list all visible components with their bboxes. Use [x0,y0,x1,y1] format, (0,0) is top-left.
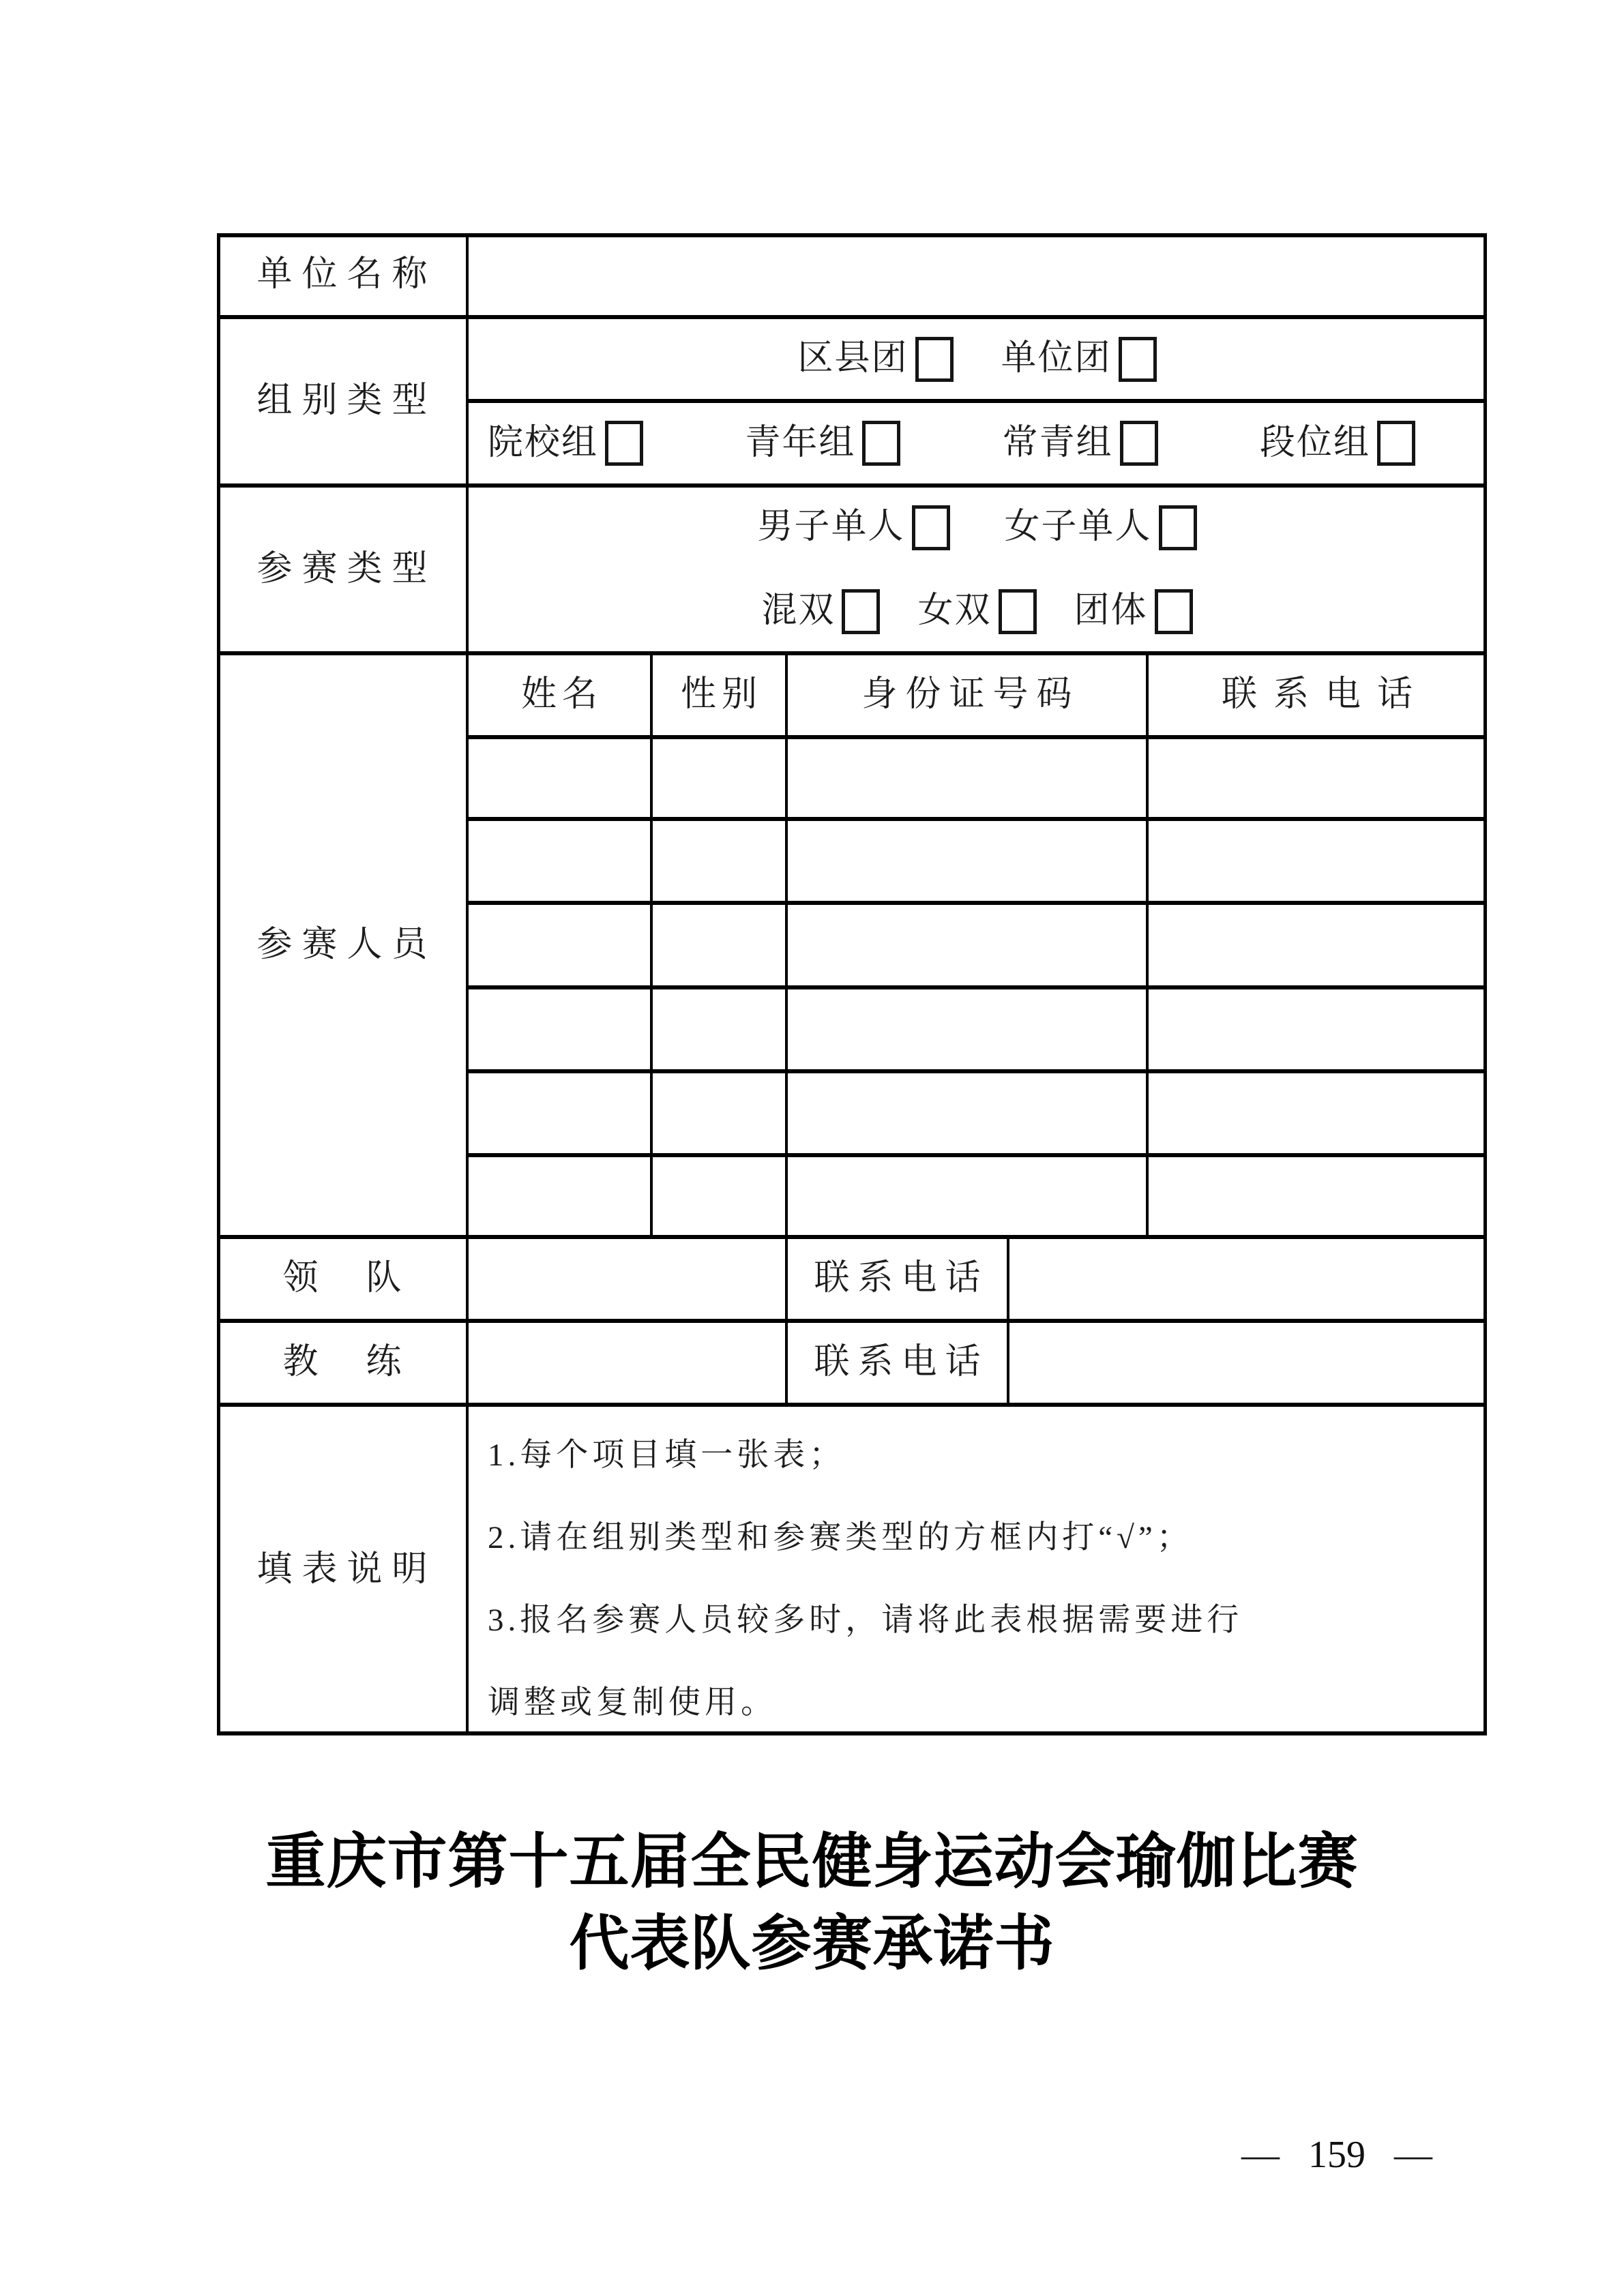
checkbox[interactable] [1155,589,1193,634]
participant-gender-input-cell[interactable] [651,905,786,985]
option-label: 院校组 [488,423,599,462]
leader-label: 领队 [282,1259,449,1298]
participant-id-number-input-cell[interactable] [786,821,1147,901]
participant-id-number-input-cell[interactable] [786,1157,1147,1237]
participant-row-1 [467,737,1487,817]
option-label: 混双 [761,591,836,631]
participant-name-input-cell[interactable] [467,737,651,817]
participant-row-4 [467,985,1487,1069]
entry-type-label: 参赛类型 [256,549,437,588]
option-label: 区县团 [797,339,909,378]
option-label: 单位团 [1001,339,1112,378]
participant-id-number-input-cell[interactable] [786,737,1147,817]
document-heading [0,1822,1624,1986]
participant-name-input-cell[interactable] [467,905,651,985]
coach-phone-label: 联系电话 [814,1343,989,1382]
participant-gender-input-cell[interactable] [651,821,786,901]
participant-id-number-input-cell[interactable] [786,905,1147,985]
coach-phone-input-cell[interactable] [1008,1321,1487,1405]
participant-gender-input-cell[interactable] [651,1157,786,1237]
notes-line-4: 调整或复制使用。 [488,1685,777,1720]
participant-name-input-cell[interactable] [467,989,651,1069]
participant-phone-input-cell[interactable] [1147,1073,1487,1153]
participant-row-6 [467,1153,1487,1237]
group-type-options-line1 [467,317,1487,401]
heading-line-1: 重庆市第十五届全民健身运动会瑜伽比赛 [265,1830,1359,1896]
checkbox[interactable] [999,589,1037,634]
notes-line-1: 1.每个项目填一张表； [488,1437,846,1473]
checkbox[interactable] [1119,337,1157,382]
participant-row-5 [467,1069,1487,1153]
participant-phone-input-cell[interactable] [1147,821,1487,901]
checkbox[interactable] [912,505,950,550]
option-女双 [917,589,1036,634]
notes-line-2: 2.请在组别类型和参赛类型的方框内打“√”； [488,1520,1193,1555]
participant-id-number-input-cell[interactable] [786,1073,1147,1153]
notes-line-3: 3.报名参赛人员较多时，请将此表根据需要进行 [488,1602,1243,1638]
participant-phone-input-cell[interactable] [1147,1157,1487,1237]
option-label: 青年组 [745,423,856,462]
notes-label: 填表说明 [256,1550,437,1590]
participant-name-input-cell[interactable] [467,1157,651,1237]
participant-row-3 [467,901,1487,985]
page-number: — 159 — [1241,2134,1432,2176]
option-label: 女子单人 [1004,507,1152,547]
option-团体 [1074,589,1193,634]
option-段位组 [1260,421,1415,466]
unit-name-label: 单位名称 [256,255,437,295]
option-label: 团体 [1074,591,1148,631]
entry-type-options-line2 [467,569,1487,653]
leader-name-input-cell[interactable] [467,1237,786,1321]
coach-name-input-cell[interactable] [467,1321,786,1405]
checkbox[interactable] [1377,421,1415,466]
checkbox[interactable] [862,421,900,466]
participant-id-number-input-cell[interactable] [786,989,1147,1069]
option-院校组 [488,421,643,466]
participant-gender-input-cell[interactable] [651,989,786,1069]
column-header-name: 姓名 [520,675,603,715]
participant-name-input-cell[interactable] [467,821,651,901]
column-header-phone: 联系电话 [1221,675,1429,715]
registration-form-table [217,233,1487,1735]
group-type-options-line2 [467,401,1487,486]
option-label: 段位组 [1259,423,1370,462]
option-单位团 [1001,337,1157,382]
participants-empty-rows [467,737,1487,1237]
participant-gender-input-cell[interactable] [651,737,786,817]
column-header-id-number: 身份证号码 [861,675,1080,715]
option-label: 男子单人 [757,507,905,547]
checkbox[interactable] [915,337,954,382]
option-label: 女双 [917,591,992,631]
option-区县团 [797,337,953,382]
unit-name-input-cell[interactable] [467,233,1487,317]
option-青年组 [745,421,900,466]
option-女子单人 [1005,505,1197,550]
option-label: 常青组 [1002,423,1113,462]
checkbox[interactable] [1120,421,1158,466]
notes-content [467,1405,1487,1735]
checkbox[interactable] [842,589,880,634]
group-type-label: 组别类型 [256,381,437,421]
option-混双 [761,589,880,634]
entry-type-options-line1 [467,486,1487,569]
participant-gender-input-cell[interactable] [651,1073,786,1153]
coach-label: 教练 [282,1343,449,1382]
leader-phone-label: 联系电话 [814,1259,989,1298]
option-男子单人 [757,505,949,550]
participants-label: 参赛人员 [256,925,437,964]
participant-name-input-cell[interactable] [467,1073,651,1153]
participant-phone-input-cell[interactable] [1147,989,1487,1069]
heading-line-2: 代表队参赛承诺书 [569,1911,1055,1978]
leader-phone-input-cell[interactable] [1008,1237,1487,1321]
option-常青组 [1003,421,1158,466]
checkbox[interactable] [605,421,643,466]
participant-phone-input-cell[interactable] [1147,737,1487,817]
participant-row-2 [467,817,1487,901]
participant-phone-input-cell[interactable] [1147,905,1487,985]
checkbox[interactable] [1159,505,1197,550]
column-header-gender: 性别 [680,675,763,715]
